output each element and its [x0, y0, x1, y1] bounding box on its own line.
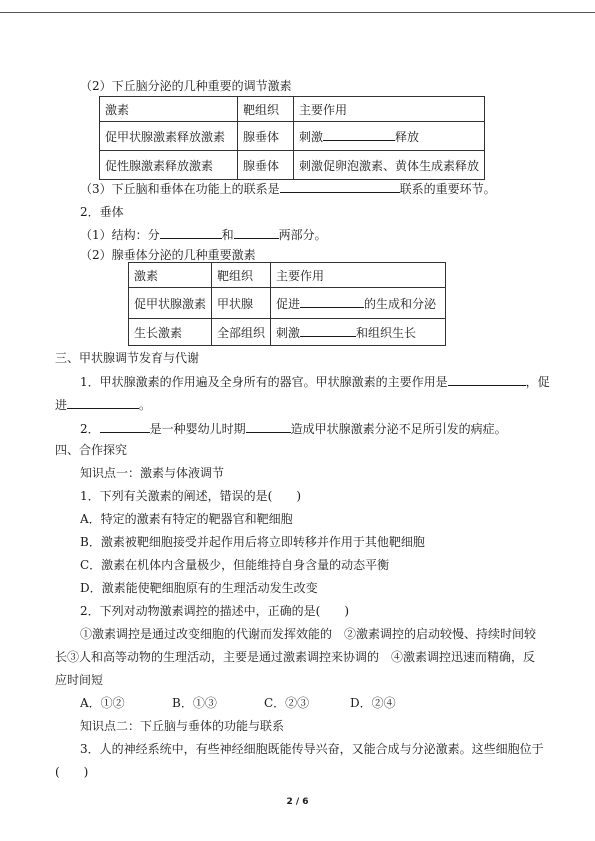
table-row: [129, 319, 446, 346]
q2-option-d: D．②④: [350, 696, 396, 710]
question-1: 1．下列有关激素的阐述，错误的是( ): [80, 489, 301, 503]
item-3-text-end: 联系的重要环节。: [399, 182, 496, 196]
table-row: [129, 263, 446, 288]
table-cell: 促甲状腺激素释放激素: [100, 122, 238, 151]
q1-text-mid: ，促: [525, 375, 550, 389]
table-cell: 促性腺激素释放激素: [100, 151, 238, 180]
hypothalamus-hormones-heading: （2）下丘脑分泌的几种重要的调节激素: [80, 79, 292, 93]
q2-option-c: C．②③: [264, 696, 310, 710]
table-header-cell: 靶组织: [212, 263, 271, 288]
q2-statement-line1: ①激素调控是通过改变细胞的代谢而发挥效能的 ②激素调控的启动较慢、持续时间较: [80, 627, 537, 641]
structure-text-end: 两部分。: [278, 228, 327, 242]
hypothalamus-hormones-table: [99, 96, 485, 180]
table-header-cell: 激素: [100, 97, 238, 122]
q2-text-end: 造成甲状腺激素分泌不足所引发的病症。: [290, 422, 507, 436]
page-number: 2 / 6: [286, 797, 309, 807]
blank-line: [160, 226, 222, 239]
table-cell: 腺垂体: [238, 151, 294, 180]
table-row: [129, 288, 446, 319]
blank-line: [100, 420, 150, 433]
table-header-cell: 主要作用: [271, 263, 446, 288]
structure-text-mid: 和: [221, 228, 234, 242]
q1-option-b: B．激素被靶细胞接受并起作用后将立即转移并作用于其他靶细胞: [80, 535, 425, 549]
pituitary-title: 2．垂体: [80, 205, 124, 219]
adenohypophysis-hormones-table: [128, 262, 446, 346]
question-3-line1: 3．人的神经系统中，有些神经细胞既能传导兴奋，又能合成与分泌激素。这些细胞位于: [80, 742, 544, 756]
section-3-q1-line1: [80, 373, 550, 390]
table-cell: 甲状腺: [212, 288, 271, 319]
pituitary-structure-line: [80, 226, 327, 243]
header-rule: [0, 12, 595, 13]
q2-option-b: B．①③: [172, 696, 217, 710]
q1-text-end: 。: [139, 398, 152, 412]
cell-text: 的生成和分泌: [364, 296, 437, 311]
q1-text-line2: 进: [55, 398, 68, 412]
table-row: [100, 122, 485, 151]
question-3-line2: ( ): [55, 765, 89, 779]
table-header-cell: 主要作用: [294, 97, 485, 122]
cell-text: 刺激: [276, 325, 301, 340]
q1-option-a: A．特定的激素有特定的靶器官和靶细胞: [80, 512, 293, 526]
blank-line: [234, 226, 279, 239]
blank-line: [300, 324, 356, 337]
cell-text: 刺激: [299, 129, 324, 144]
blank-line: [448, 373, 526, 386]
structure-text: （1）结构：分: [80, 228, 160, 242]
table-row: [100, 97, 485, 122]
table-cell: 促甲状腺激素: [129, 288, 212, 319]
table-cell: [294, 122, 485, 151]
adenohypophysis-hormones-heading: （2）腺垂体分泌的几种重要激素: [80, 248, 256, 262]
table-row: [100, 151, 485, 180]
q2-text: 2．: [80, 422, 100, 436]
table-header-cell: 靶组织: [238, 97, 294, 122]
blank-line: [300, 295, 364, 308]
q2-text-mid: 是一种婴幼儿时期: [149, 422, 246, 436]
table-cell: 腺垂体: [238, 122, 294, 151]
knowledge-point-1: 知识点一：激素与体液调节: [80, 466, 225, 480]
table-header-cell: 激素: [129, 263, 212, 288]
q1-option-c: C．激素在机体内含量极少，但能维持自身含量的动态平衡: [80, 558, 390, 572]
blank-line: [323, 128, 395, 141]
knowledge-point-2: 知识点二：下丘脑与垂体的功能与联系: [80, 719, 285, 733]
table-cell: 刺激促卵泡激素、黄体生成素释放: [294, 151, 485, 180]
q2-statement-line2: 长③人和高等动物的生理活动，主要是通过激素调控来协调的 ④激素调控迅速而精确，反: [55, 650, 536, 664]
question-2: 2．下列对动物激素调控的描述中，正确的是( ): [80, 604, 349, 618]
cell-text: 促进: [276, 296, 301, 311]
table-cell: [271, 288, 446, 319]
blank-line: [67, 396, 139, 409]
q1-option-d: D．激素能使靶细胞原有的生理活动发生改变: [80, 581, 318, 595]
q2-option-a: A．①②: [80, 696, 125, 710]
table-cell: 全部组织: [212, 319, 271, 346]
table-cell: [271, 319, 446, 346]
q2-statement-line3: 应时间短: [55, 673, 104, 687]
item-3-line: [80, 180, 496, 197]
q1-text: 1．甲状腺激素的作用遍及全身所有的器官。甲状腺激素的主要作用是: [80, 375, 448, 389]
table-cell: 生长激素: [129, 319, 212, 346]
section-3-title: 三、甲状腺调节发育与代谢: [55, 351, 200, 365]
blank-line: [246, 420, 291, 433]
section-3-q2-line: [80, 420, 507, 437]
cell-text: 释放: [395, 129, 420, 144]
blank-line: [280, 180, 400, 193]
cell-text: 和组织生长: [356, 325, 417, 340]
item-3-text: （3）下丘脑和垂体在功能上的联系是: [80, 182, 280, 196]
section-3-q1-line2: [55, 396, 151, 413]
section-4-title: 四、合作探究: [55, 443, 128, 457]
